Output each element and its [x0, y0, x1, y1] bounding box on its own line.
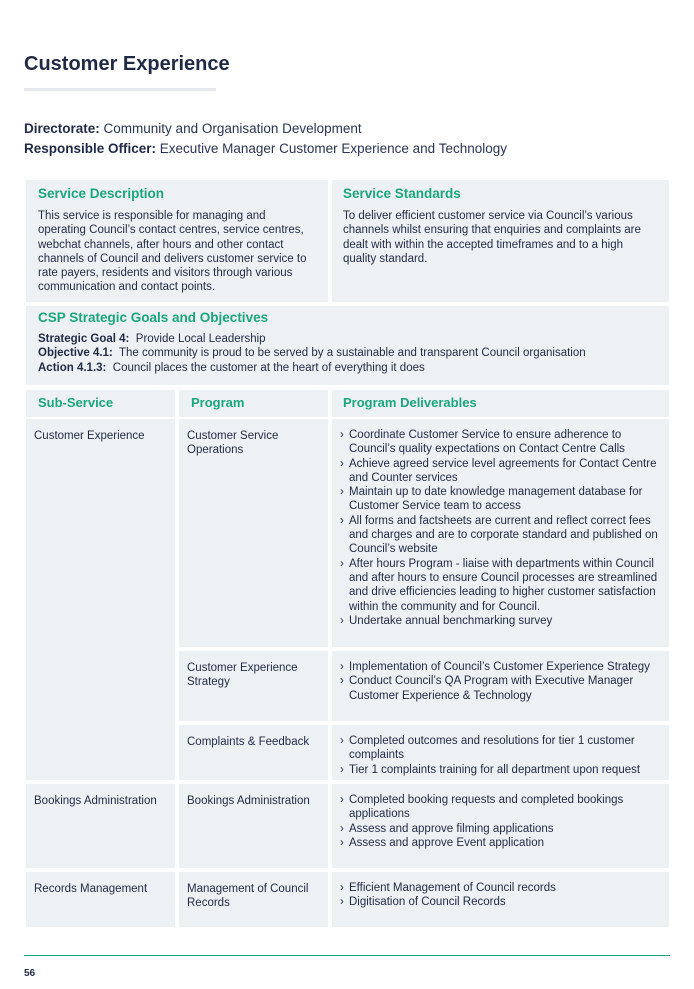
- deliverable-item: › Completed outcomes and resolutions for tier 1 customer complaints: [340, 735, 635, 762]
- chevron-right-icon: ›: [340, 614, 344, 627]
- deliverables-cell: [332, 419, 669, 647]
- action-label: Action 4.1.3:: [38, 361, 107, 374]
- header-program-deliverables: Program Deliverables: [332, 390, 669, 417]
- deliverables-list: [340, 793, 661, 850]
- service-standards-panel: [332, 180, 669, 302]
- action-value: Council places the customer at the heart of everything it does: [112, 361, 425, 374]
- deliverable-item: › Assess and approve filming applications: [340, 822, 554, 835]
- header-program: Program: [179, 390, 328, 417]
- chevron-right-icon: ›: [340, 882, 344, 894]
- chevron-right-icon: ›: [340, 429, 344, 441]
- header-sub-service: Sub-Service: [26, 390, 175, 417]
- chevron-right-icon: ›: [340, 836, 344, 849]
- strategic-goal-value: Provide Local Leadership: [135, 333, 266, 345]
- chevron-right-icon: ›: [340, 457, 344, 470]
- deliverables-list: [340, 660, 661, 703]
- directorate-value: Community and Organisation Development: [103, 121, 362, 136]
- officer-value: Executive Manager Customer Experience and Technology: [159, 141, 507, 156]
- page-number: 56: [24, 968, 36, 979]
- objective-line: [38, 346, 657, 360]
- deliverables-cell: [332, 872, 669, 927]
- chevron-right-icon: ›: [340, 514, 344, 527]
- title-underline: [24, 88, 216, 91]
- strategic-goal-line: [38, 332, 657, 346]
- chevron-right-icon: ›: [340, 896, 344, 909]
- footer-rule: [24, 955, 670, 956]
- deliverable-item: › Undertake annual benchmarking survey: [340, 614, 553, 627]
- chevron-right-icon: ›: [340, 486, 344, 499]
- deliverable-item: › Implementation of Council’s Customer Experience Strategy: [340, 661, 650, 673]
- responsible-officer-line: [24, 141, 507, 156]
- deliverables-list: [340, 881, 661, 910]
- deliverable-item: › Coordinate Customer Service to ensure adherence to Council’s quality expectations on Contact Centre Calls: [340, 429, 625, 456]
- page-title: Customer Experience: [24, 53, 230, 75]
- officer-label: Responsible Officer:: [24, 141, 157, 156]
- csp-heading: CSP Strategic Goals and Objectives: [38, 310, 269, 325]
- directorate-line: [24, 121, 362, 136]
- chevron-right-icon: ›: [340, 675, 344, 688]
- csp-goals-panel: [26, 306, 669, 385]
- deliverable-item: › After hours Program - liaise with departments within Council and after hours to ensure Council processes are streamlined and drive efficiencies leading to higher customer satisfaction within the community and for Council.: [340, 557, 658, 613]
- program-cell: Customer Experience Strategy: [179, 651, 328, 721]
- subservice-cell: Records Management: [26, 872, 175, 927]
- deliverable-item: › Efficient Management of Council records: [340, 882, 556, 894]
- program-cell: Complaints & Feedback: [179, 725, 328, 780]
- objective-value: The community is proud to be served by a sustainable and transparent Council organisation: [118, 347, 586, 360]
- chevron-right-icon: ›: [340, 735, 344, 747]
- deliverables-cell: [332, 784, 669, 868]
- deliverables-cell: [332, 725, 669, 780]
- service-description-panel: [26, 180, 328, 302]
- deliverable-item: › Achieve agreed service level agreements for Contact Centre and Counter services: [340, 457, 657, 484]
- deliverable-item: › Conduct Council’s QA Program with Executive Manager Customer Experience & Technology: [340, 675, 634, 702]
- deliverable-item: › Digitisation of Council Records: [340, 896, 506, 909]
- program-cell: Management of Council Records: [179, 872, 328, 927]
- service-standards-heading: Service Standards: [343, 186, 461, 201]
- deliverable-item: › Maintain up to date knowledge management database for Customer Service team to access: [340, 486, 643, 513]
- chevron-right-icon: ›: [340, 661, 344, 673]
- subservice-cell: Bookings Administration: [26, 784, 175, 868]
- program-cell: Bookings Administration: [179, 784, 328, 868]
- action-line: [38, 361, 657, 375]
- subservice-cell: Customer Experience: [26, 419, 175, 780]
- service-standards-text: To deliver efficient customer service via Council’s various channels whilst ensuring that enquiries and complaints are dealt with within the accepted timeframes and to a high quality standard.: [343, 210, 641, 265]
- service-description-text: This service is responsible for managing and operating Council’s contact centres, service centres, webchat channels, after hours and other contact channels of Council and delivers customer service to rate payers, residents and visitors through various communication and contact points.: [38, 210, 307, 294]
- deliverable-item: › Tier 1 complaints training for all department upon request: [340, 763, 641, 776]
- chevron-right-icon: ›: [340, 794, 344, 806]
- deliverables-list: [340, 428, 661, 628]
- deliverable-item: › All forms and factsheets are current and reflect correct fees and charges and are to corporate standard and published on Council’s website: [340, 514, 658, 556]
- deliverable-item: › Completed booking requests and completed bookings applications: [340, 794, 624, 821]
- program-cell: Customer Service Operations: [179, 419, 328, 647]
- deliverable-item: › Assess and approve Event application: [340, 836, 544, 849]
- chevron-right-icon: ›: [340, 763, 344, 776]
- deliverables-cell: [332, 651, 669, 721]
- objective-label: Objective 4.1:: [38, 347, 113, 360]
- service-description-heading: Service Description: [38, 186, 165, 201]
- strategic-goal-label: Strategic Goal 4:: [38, 333, 130, 345]
- directorate-label: Directorate:: [24, 121, 100, 136]
- chevron-right-icon: ›: [340, 557, 344, 570]
- chevron-right-icon: ›: [340, 822, 344, 835]
- deliverables-list: [340, 734, 661, 777]
